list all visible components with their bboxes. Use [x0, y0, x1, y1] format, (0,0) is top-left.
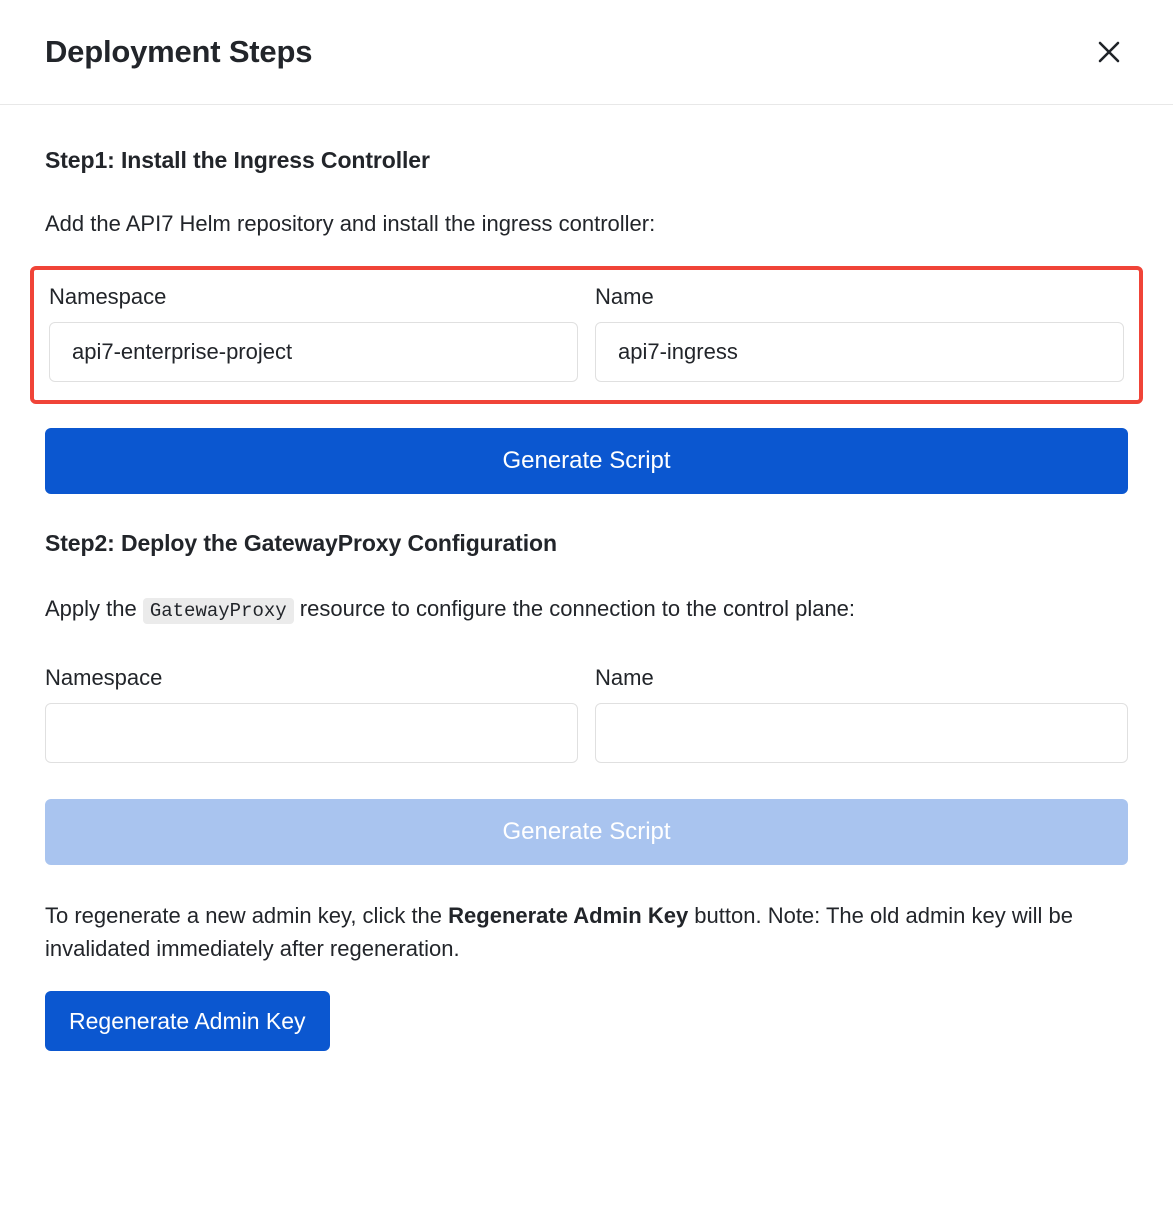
- step2-namespace-label: Namespace: [45, 665, 163, 691]
- step1-description: Add the API7 Helm repository and install the ingress controller:: [45, 211, 656, 236]
- step1-name-field: [595, 284, 1124, 382]
- step2-description-suffix: resource to configure the connection to the control plane:: [293, 595, 856, 621]
- admin-key-note-prefix: To regenerate a new admin key, click the: [45, 903, 449, 929]
- step2-namespace-input[interactable]: [45, 703, 578, 763]
- step1-generate-script-button[interactable]: Generate Script: [45, 428, 1128, 494]
- admin-key-note-suffix: button. Note: The old admin key will be invalidated immediately after regeneration.: [45, 903, 1073, 962]
- step2-field-row: [45, 665, 1128, 763]
- step2-name-field: [595, 665, 1128, 763]
- admin-key-note-bold: Regenerate Admin Key: [448, 903, 689, 929]
- step1-namespace-input[interactable]: [49, 322, 578, 382]
- close-icon[interactable]: [1087, 30, 1131, 74]
- gatewayproxy-code: GatewayProxy: [143, 598, 294, 624]
- step2-name-label: Name: [595, 665, 654, 691]
- step2-description-prefix: Apply the: [45, 595, 143, 621]
- step1-field-row: [49, 284, 1124, 382]
- step1-name-label: Name: [595, 283, 654, 309]
- step1-fields-highlight: [30, 266, 1143, 404]
- regenerate-admin-key-button[interactable]: Regenerate Admin Key: [45, 991, 330, 1051]
- step1-namespace-label: Namespace: [49, 283, 167, 309]
- step2-generate-script-button[interactable]: Generate Script: [45, 799, 1128, 865]
- step1-namespace-field: [49, 284, 578, 382]
- step1-name-input[interactable]: [595, 322, 1124, 382]
- step2-description: [45, 593, 1128, 626]
- dialog-header: [0, 0, 1173, 105]
- page-title: Deployment Steps: [45, 34, 313, 69]
- admin-key-note: [45, 899, 1128, 965]
- step1-heading: Step1: Install the Ingress Controller: [45, 147, 430, 173]
- step2-heading: Step2: Deploy the GatewayProxy Configuration: [45, 529, 557, 556]
- dialog-body: [0, 105, 1173, 1215]
- step2-namespace-field: [45, 665, 578, 763]
- step2-name-input[interactable]: [595, 703, 1128, 763]
